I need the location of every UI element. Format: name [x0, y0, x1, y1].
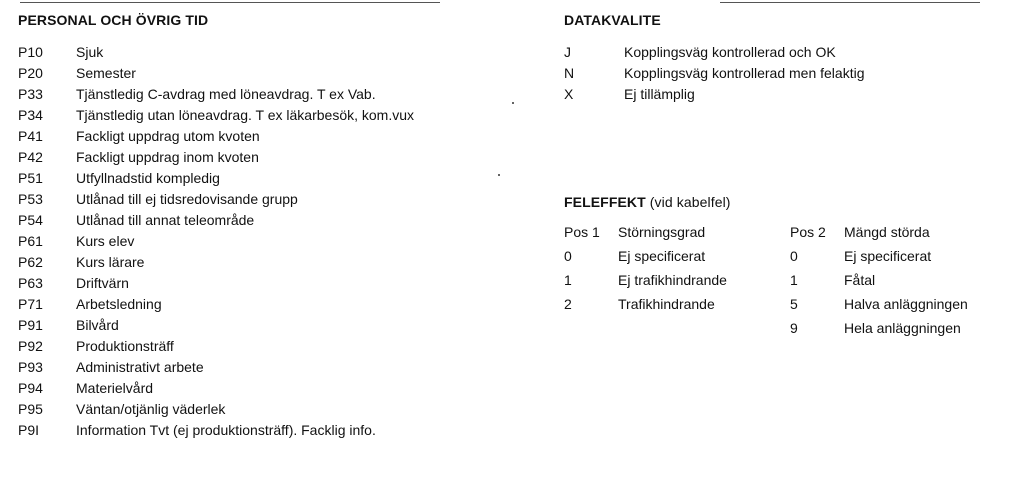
scan-speck	[498, 174, 500, 176]
pos1-row-label: Ej trafikhindrande	[618, 272, 727, 288]
code-description: Tjänstledig utan löneavdrag. T ex läkarbesök, kom.vux	[76, 107, 415, 123]
code-value: X	[564, 86, 574, 102]
code-description: Materielvård	[76, 380, 154, 396]
pos2-row	[790, 244, 1010, 268]
code-description: Sjuk	[76, 44, 104, 60]
code-item	[18, 84, 498, 105]
pos2-row-code: 9	[790, 320, 798, 336]
code-description: Information Tvt (ej produktionsträff). Facklig info.	[76, 422, 376, 438]
code-description: Kopplingsväg kontrollerad och OK	[624, 44, 836, 60]
code-item	[18, 231, 498, 252]
datakvalite-code-list	[564, 42, 984, 105]
pos1-row	[564, 292, 764, 316]
personal-code-list	[18, 42, 498, 441]
code-item	[18, 168, 498, 189]
personal-heading: PERSONAL OCH ÖVRIG TID	[18, 12, 209, 28]
code-description: Fackligt uppdrag inom kvoten	[76, 149, 259, 165]
pos2-row-code: 5	[790, 296, 798, 312]
pos1-row	[564, 268, 764, 292]
pos2-row-label: Fåtal	[844, 272, 876, 288]
scan-line-right	[720, 2, 980, 3]
code-item	[18, 210, 498, 231]
code-description: Fackligt uppdrag utom kvoten	[76, 128, 260, 144]
pos1-row-code: 2	[564, 296, 572, 312]
pos1-header-label: Störningsgrad	[618, 224, 706, 240]
pos2-header-label: Mängd störda	[844, 224, 930, 240]
code-item	[18, 336, 498, 357]
code-description: Bilvård	[76, 317, 119, 333]
code-item	[564, 42, 984, 63]
code-value: P61	[18, 233, 43, 249]
code-description: Utlånad till annat teleområde	[76, 212, 255, 228]
code-value: P92	[18, 338, 43, 354]
code-value: P63	[18, 275, 43, 291]
code-item	[18, 273, 498, 294]
code-item	[18, 63, 498, 84]
pos2-row	[790, 316, 1010, 340]
code-item	[18, 105, 498, 126]
pos2-row-label: Hela anläggningen	[844, 320, 961, 336]
datakvalite-heading: DATAKVALITE	[564, 12, 661, 28]
code-item	[18, 315, 498, 336]
code-description: Utlånad till ej tidsredovisande grupp	[76, 191, 298, 207]
code-description: Arbetsledning	[76, 296, 162, 312]
code-value: P33	[18, 86, 43, 102]
code-description: Väntan/otjänlig väderlek	[76, 401, 226, 417]
code-item	[18, 42, 498, 63]
code-description: Kurs elev	[76, 233, 135, 249]
pos1-row-label: Ej specificerat	[618, 248, 706, 264]
pos2-row-label: Halva anläggningen	[844, 296, 968, 312]
pos2-row	[790, 268, 1010, 292]
code-item	[18, 357, 498, 378]
code-item	[18, 294, 498, 315]
code-value: P94	[18, 380, 43, 396]
code-description: Produktionsträff	[76, 338, 174, 354]
code-value: P41	[18, 128, 43, 144]
code-value: P34	[18, 107, 43, 123]
code-item	[18, 399, 498, 420]
pos2-row-code: 1	[790, 272, 798, 288]
code-item	[18, 126, 498, 147]
code-value: P42	[18, 149, 43, 165]
code-description: Ej tillämplig	[624, 86, 695, 102]
code-item	[564, 84, 984, 105]
pos2-header	[790, 220, 1010, 244]
code-value: P20	[18, 65, 43, 81]
code-description: Utfyllnadstid kompledig	[76, 170, 220, 186]
code-item	[18, 147, 498, 168]
code-item	[18, 420, 498, 441]
pos2-row	[790, 292, 1010, 316]
code-value: P51	[18, 170, 43, 186]
pos1-row-code: 0	[564, 248, 572, 264]
code-item	[18, 189, 498, 210]
pos2-row-label: Ej specificerat	[844, 248, 932, 264]
code-value: P9I	[18, 422, 40, 438]
code-value: P10	[18, 44, 43, 60]
code-value: P93	[18, 359, 43, 375]
code-description: Kurs lärare	[76, 254, 145, 270]
code-description: Semester	[76, 65, 136, 81]
pos1-row-code: 1	[564, 272, 572, 288]
code-value: J	[564, 44, 571, 60]
code-value: P71	[18, 296, 43, 312]
pos1-header	[564, 220, 764, 244]
pos1-header-code: Pos 1	[564, 224, 600, 240]
pos2-header-code: Pos 2	[790, 224, 826, 240]
code-value: P53	[18, 191, 43, 207]
code-value: N	[564, 65, 575, 81]
code-item	[18, 252, 498, 273]
feleffekt-title: FELEFFEKT	[564, 194, 646, 210]
code-description: Driftvärn	[76, 275, 129, 291]
code-item	[18, 378, 498, 399]
scan-speck	[512, 102, 514, 104]
feleffekt-pos2-table	[790, 220, 1010, 340]
feleffekt-pos1-table	[564, 220, 764, 316]
code-value: P54	[18, 212, 43, 228]
code-value: P95	[18, 401, 43, 417]
scan-line-left	[20, 2, 440, 3]
pos1-row	[564, 244, 764, 268]
code-value: P91	[18, 317, 43, 333]
feleffekt-subtitle: (vid kabelfel)	[645, 194, 731, 210]
code-description: Tjänstledig C-avdrag med löneavdrag. T ex Vab.	[76, 86, 376, 102]
code-value: P62	[18, 254, 43, 270]
code-description: Kopplingsväg kontrollerad men felaktig	[624, 65, 865, 81]
pos2-row-code: 0	[790, 248, 798, 264]
code-item	[564, 63, 984, 84]
feleffekt-heading	[564, 194, 731, 210]
pos1-row-label: Trafikhindrande	[618, 296, 715, 312]
code-description: Administrativt arbete	[76, 359, 204, 375]
